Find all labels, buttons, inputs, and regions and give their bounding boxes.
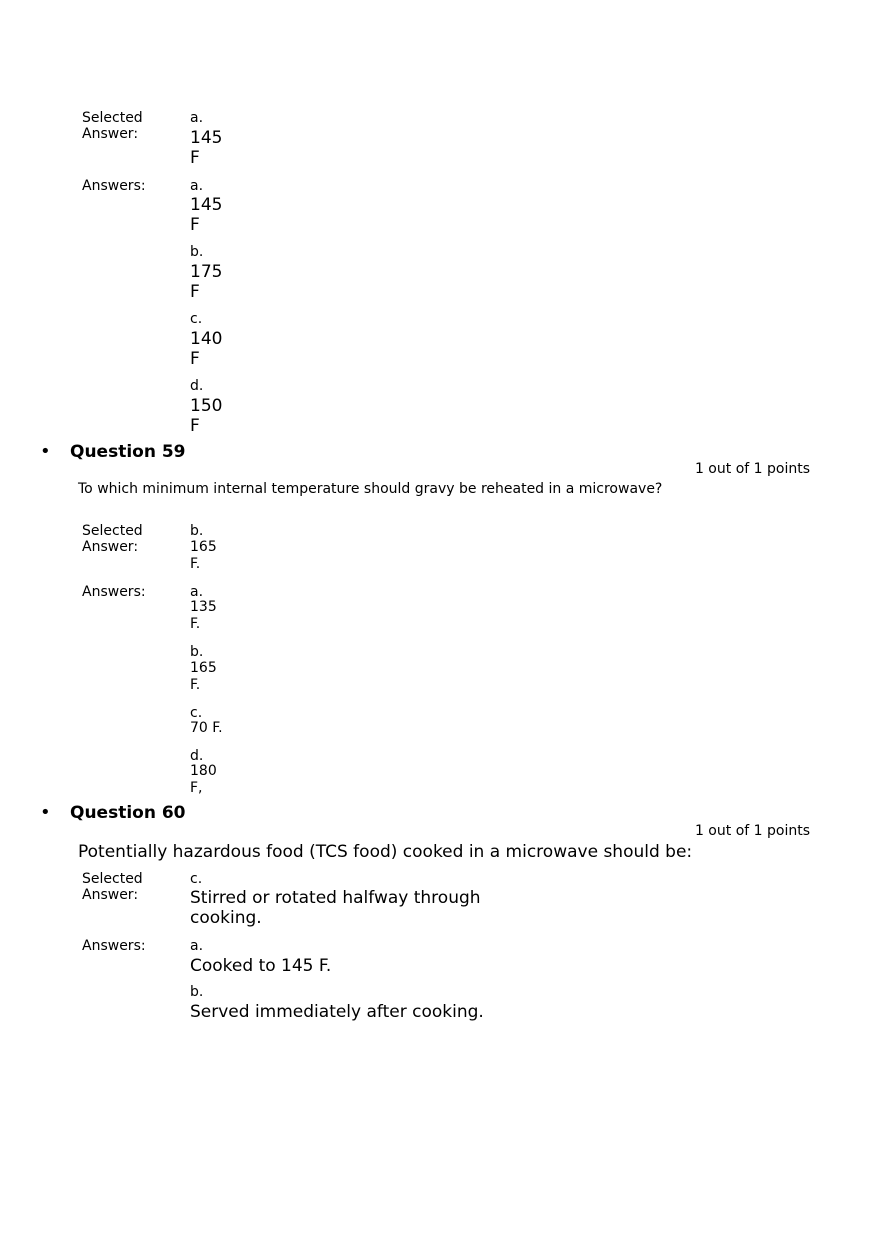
choice-letter: b. xyxy=(190,984,204,1000)
question-bullet: • xyxy=(40,441,51,462)
choice-letter: a. xyxy=(190,110,204,126)
choice-text: 135 F. xyxy=(190,599,217,632)
choice-letter: b. xyxy=(190,244,204,260)
choice-letter: d. xyxy=(190,378,204,394)
choice-text: Served immediately after cooking. xyxy=(190,1002,484,1022)
answers-label: Answers: xyxy=(82,178,146,194)
choice-text: 145 F xyxy=(190,195,223,235)
question-title: Question 60 xyxy=(70,803,186,823)
choice-text: 150 F xyxy=(190,396,223,436)
choice-text: 140 F xyxy=(190,329,223,369)
selected-answer-label: Selected Answer: xyxy=(82,110,143,142)
choice-letter: c. xyxy=(190,871,203,887)
choice-text: 145 F xyxy=(190,128,223,168)
choice-text: Stirred or rotated halfway through cooking. xyxy=(190,888,481,928)
choice-text: 175 F xyxy=(190,262,223,302)
choice-text: 180 F, xyxy=(190,763,217,796)
question-points: 1 out of 1 points xyxy=(694,461,810,477)
choice-text: 70 F. xyxy=(190,720,223,736)
answers-label: Answers: xyxy=(82,938,146,954)
question-points: 1 out of 1 points xyxy=(694,823,810,839)
selected-answer-label: Selected Answer: xyxy=(82,523,143,555)
question-title: Question 59 xyxy=(70,442,186,462)
answers-label: Answers: xyxy=(82,584,146,600)
choice-letter: c. xyxy=(190,705,203,721)
choice-text: Cooked to 145 F. xyxy=(190,956,332,976)
question-text: To which minimum internal temperature should gravy be reheated in a microwave? xyxy=(78,481,663,497)
choice-text: 165 F. xyxy=(190,539,217,572)
choice-letter: b. xyxy=(190,523,204,539)
selected-answer-label: Selected Answer: xyxy=(82,871,143,903)
choice-letter: b. xyxy=(190,644,204,660)
question-bullet: • xyxy=(40,802,51,823)
choice-letter: d. xyxy=(190,748,204,764)
choice-letter: a. xyxy=(190,938,204,954)
choice-letter: c. xyxy=(190,311,203,327)
choice-text: 165 F. xyxy=(190,660,217,693)
question-text: Potentially hazardous food (TCS food) cooked in a microwave should be: xyxy=(78,842,693,862)
choice-letter: a. xyxy=(190,584,204,600)
choice-letter: a. xyxy=(190,178,204,194)
